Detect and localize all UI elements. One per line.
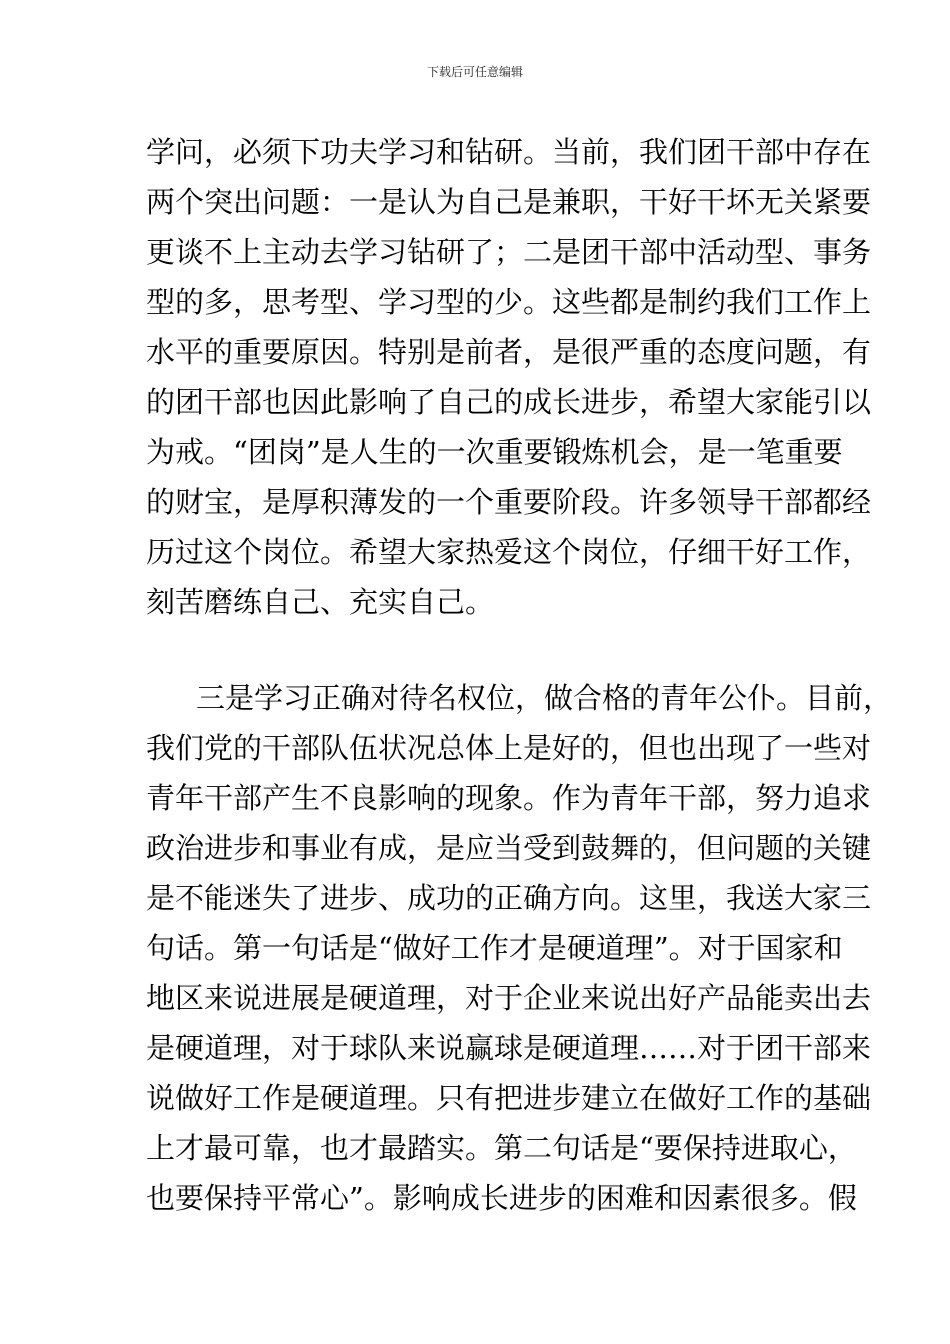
text-line: 的团干部也因此影响了自己的成长进步，希望大家能引以 <box>146 385 872 419</box>
text-line: 是硬道理，对于球队来说赢球是硬道理……对于团干部来 <box>146 1031 872 1065</box>
text-line: 地区来说进展是硬道理，对于企业来说出好产品能卖出去 <box>146 981 872 1015</box>
text-line: 为戒。“团岗”是人生的一次重要锻炼机会，是一笔重要 <box>146 435 843 469</box>
text-line-indented: 三是学习正确对待名权位，做合格的青年公仆。目前， <box>196 681 893 715</box>
text-line: 上才最可靠，也才最踏实。第二句话是“要保持进取心， <box>146 1131 857 1165</box>
text-line: 句话。第一句话是“做好工作才是硬道理”。对于国家和 <box>146 931 843 965</box>
text-line: 说做好工作是硬道理。只有把进步建立在做好工作的基础 <box>146 1081 872 1115</box>
text-line: 水平的重要原因。特别是前者，是很严重的态度问题，有 <box>146 335 872 369</box>
text-line: 两个突出问题：一是认为自己是兼职，干好干坏无关紧要 <box>146 185 872 219</box>
page-header: 下载后可任意编辑 <box>426 65 523 79</box>
text-line: 刻苦磨练自己、充实自己。 <box>146 585 495 619</box>
paragraph-gap <box>146 627 836 673</box>
text-line: 型的多，思考型、学习型的少。这些都是制约我们工作上 <box>146 285 872 319</box>
document-body <box>146 127 893 1223</box>
text-line: 的财宝，是厚积薄发的一个重要阶段。许多领导干部都经 <box>146 485 872 519</box>
text-line: 是不能迷失了进步、成功的正确方向。这里，我送大家三 <box>146 881 872 915</box>
text-line: 学问，必须下功夫学习和钻研。当前，我们团干部中存在 <box>146 135 872 169</box>
text-line: 我们党的干部队伍状况总体上是好的，但也出现了一些对 <box>146 731 872 765</box>
paragraph-1 <box>146 127 872 627</box>
text-line: 政治进步和事业有成，是应当受到鼓舞的，但问题的关键 <box>146 831 872 865</box>
text-line: 也要保持平常心”。影响成长进步的困难和因素很多。假 <box>146 1181 857 1215</box>
paragraph-2 <box>146 673 893 1223</box>
text-line: 更谈不上主动去学习钻研了；二是团干部中活动型、事务 <box>146 235 872 269</box>
text-line: 青年干部产生不良影响的现象。作为青年干部，努力追求 <box>146 781 872 815</box>
text-line: 历过这个岗位。希望大家热爱这个岗位，仔细干好工作， <box>146 535 872 569</box>
